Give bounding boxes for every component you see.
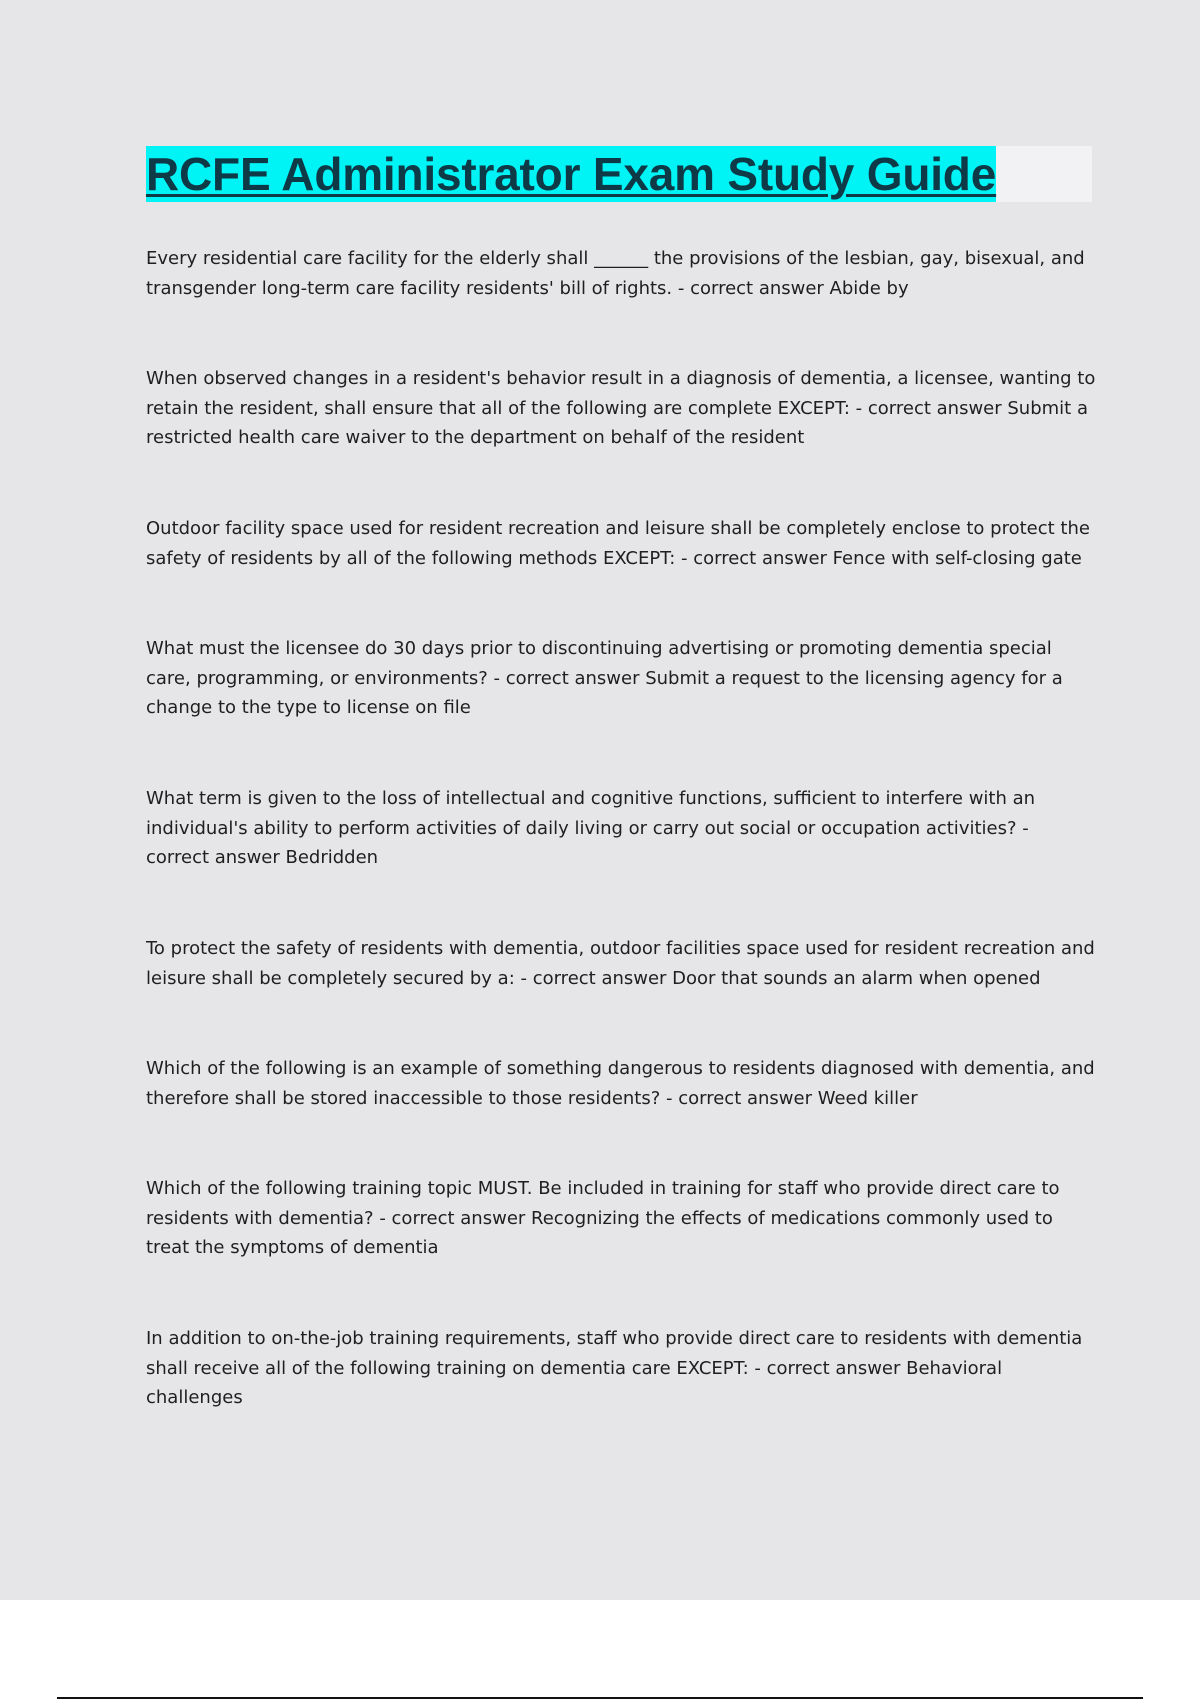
question-item-5: What term is given to the loss of intellectual and cognitive functions, sufficient to interfere with an individual's ability to perform activities of daily living or carry out social or occupation activities? - correct answer Bedridden bbox=[146, 788, 1036, 868]
question-item-6: To protect the safety of residents with dementia, outdoor facilities space used for resident recreation and leisure shall be completely secured by a: - correct answer Door that sounds an alarm when opened bbox=[146, 938, 1095, 989]
question-item-1: Every residential care facility for the elderly shall ______ the provisions of the lesbian, gay, bisexual, and transgender long-term care facility residents' bill of rights. - correct answer Abide by bbox=[146, 248, 1085, 299]
bottom-divider bbox=[57, 1697, 1143, 1699]
question-item-4: What must the licensee do 30 days prior to discontinuing advertising or promoting dementia special care, programming, or environments? - correct answer Submit a request to the licensing agency for a change to the type to license on file bbox=[146, 638, 1063, 718]
page-title: RCFE Administrator Exam Study Guide bbox=[146, 148, 997, 200]
question-item-7: Which of the following is an example of something dangerous to residents diagnosed with dementia, and therefore shall be stored inaccessible to those residents? - correct answer Weed killer bbox=[146, 1058, 1095, 1109]
question-item-8: Which of the following training topic MUST. Be included in training for staff who provide direct care to residents with dementia? - correct answer Recognizing the effects of medications commonly used to treat the symptoms of dementia bbox=[146, 1178, 1060, 1258]
question-item-2: When observed changes in a resident's behavior result in a diagnosis of dementia, a licensee, wanting to retain the resident, shall ensure that all of the following are complete EXCEPT: - correct answer Submit a restricted health care waiver to the department on behalf of the resident bbox=[146, 368, 1096, 448]
question-item-3: Outdoor facility space used for resident recreation and leisure shall be completely enclose to protect the safety of residents by all of the following methods EXCEPT: - correct answer Fence with self-closing gate bbox=[146, 518, 1090, 569]
question-item-9: In addition to on-the-job training requirements, staff who provide direct care to residents with dementia shall receive all of the following training on dementia care EXCEPT: - correct answer Behavioral challenges bbox=[146, 1328, 1083, 1408]
